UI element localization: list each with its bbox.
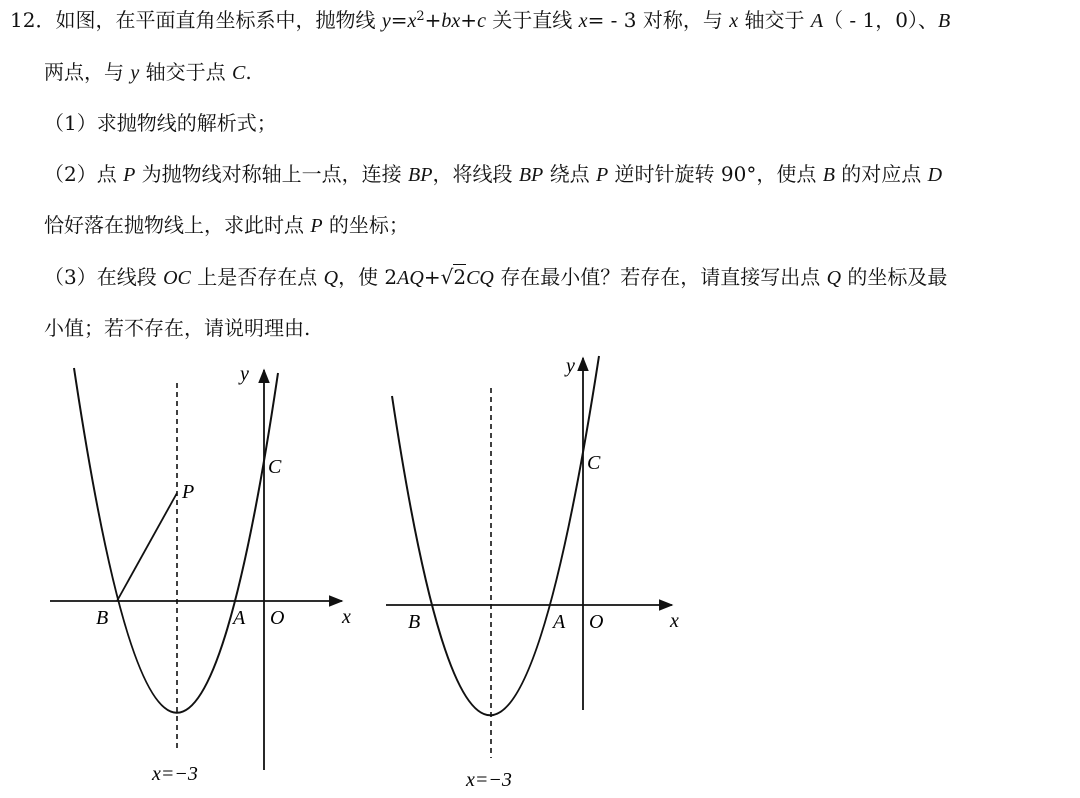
problem-stem-line-2: 两点，与 y 轴交于点 C.	[44, 60, 252, 84]
fig2-parabola	[392, 356, 599, 715]
fig1-label-x: x	[342, 606, 351, 628]
part-1: （1）求抛物线的解析式；	[44, 111, 277, 135]
problem-number: 12	[10, 8, 36, 32]
part-3-line-1: （3）在线段 OC 上是否存在点 Q，使 2AQ+√2CQ 存在最小值？若存在，请直接写出点 Q 的坐标及最	[44, 265, 948, 289]
sqrt-symbol: √2	[440, 265, 467, 289]
problem-stem-line-1: 12．如图，在平面直角坐标系中，抛物线 $y=x^2+bx+c$ 关于直线 x= - 3 对称，与 x 轴交于 A（ - 1，0）、B	[10, 8, 951, 32]
part-3-line-2: 小值；若不存在，请说明理由.	[44, 316, 311, 340]
fig2-label-x: x	[670, 610, 679, 632]
figure-2	[386, 355, 679, 791]
fig1-axis-caption: x=−3	[152, 763, 198, 785]
part-2-line-2: 恰好落在抛物线上，求此时点 P 的坐标；	[44, 213, 409, 237]
fig1-label-b: B	[96, 607, 109, 629]
fig2-label-y: y	[566, 355, 575, 377]
fig1-label-p: P	[182, 481, 195, 503]
fig1-label-y: y	[240, 363, 249, 385]
fig1-parabola	[74, 368, 278, 713]
fig1-label-c: C	[268, 456, 282, 478]
fig2-label-o: O	[589, 611, 604, 633]
fig2-label-a: A	[553, 611, 566, 633]
fig1-segment-bp	[117, 493, 177, 601]
fig2-label-c: C	[587, 452, 601, 474]
figure-1	[50, 363, 351, 785]
fig2-axis-caption: x=−3	[466, 769, 512, 791]
part-2-line-1: （2）点 P 为抛物线对称轴上一点，连接 BP，将线段 BP 绕点 P 逆时针旋转 90°，使点 B 的对应点 D	[44, 162, 943, 186]
fig1-label-a: A	[233, 607, 246, 629]
fig2-label-b: B	[408, 611, 421, 633]
fig1-label-o: O	[270, 607, 285, 629]
